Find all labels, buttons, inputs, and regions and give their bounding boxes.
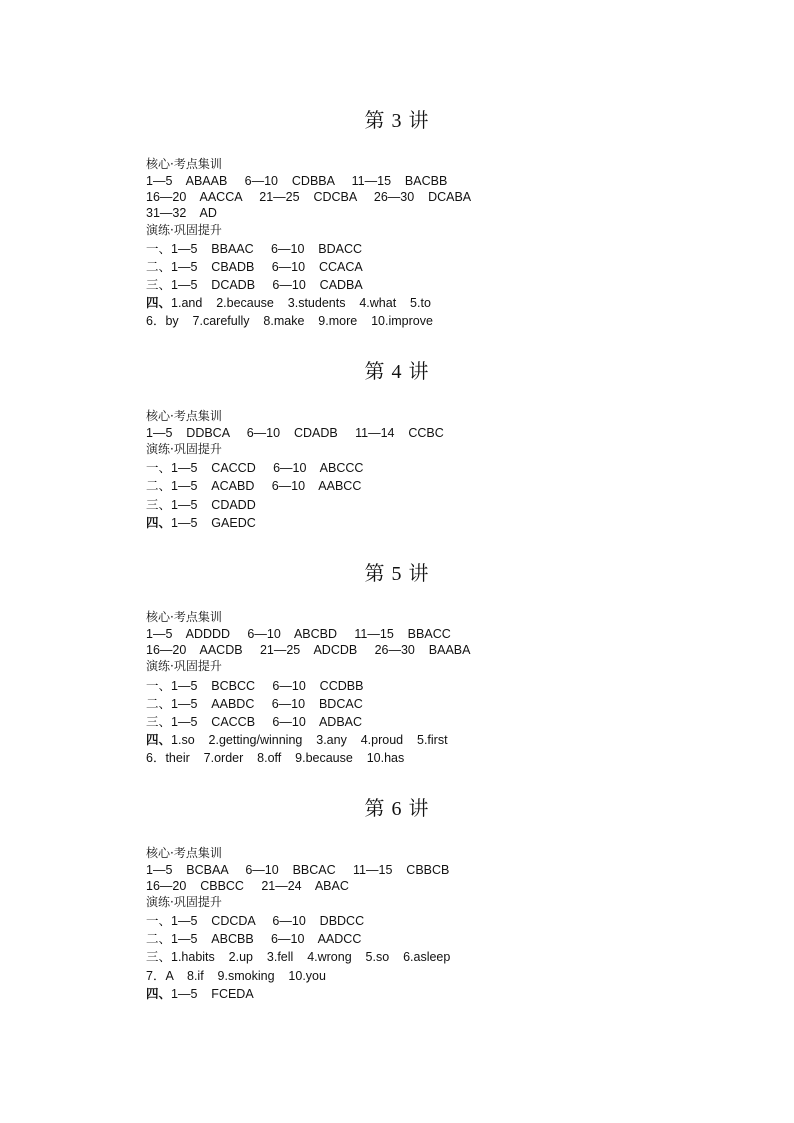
answer-line: 16—20 CBBCC 21—24 ABAC [146, 879, 349, 893]
heading-practice: 演练·巩固提升 [146, 659, 222, 673]
heading-core-training: 核心·考点集训 [146, 610, 222, 624]
answer-line: 7．A 8.if 9.smoking 10.you [146, 969, 326, 983]
part-four-label: 四、 [146, 296, 172, 310]
answer-line: 16—20 AACCA 21—25 CDCBA 26—30 DCABA [146, 190, 472, 204]
answer-line: 二、1—5 AABDC 6—10 BDCAC [146, 697, 363, 711]
answer-line: 1—5 ADDDD 6—10 ABCBD 11—15 BBACC [146, 627, 451, 641]
answer-line: 三、1—5 CACCB 6—10 ADBAC [146, 715, 363, 729]
part-four-label: 四、 [146, 516, 172, 530]
answer-line: 四、1—5 GAEDC [146, 516, 256, 530]
answer-line: 一、1—5 BBAAC 6—10 BDACC [146, 242, 363, 256]
heading-core-training: 核心·考点集训 [146, 409, 222, 423]
heading-practice: 演练·巩固提升 [146, 442, 222, 456]
answer-line: 四、1.and 2.because 3.students 4.what 5.to [146, 296, 431, 310]
section-title: 第 3 讲 [364, 110, 430, 132]
answer-line: 一、1—5 BCBCC 6—10 CCDBB [146, 679, 364, 693]
answer-line: 1—5 DDBCA 6—10 CDADB 11—14 CCBC [146, 426, 444, 440]
answer-line: 三、1—5 DCADB 6—10 CADBA [146, 278, 363, 292]
section-title: 第 5 讲 [364, 563, 430, 585]
answer-line: 1—5 ABAAB 6—10 CDBBA 11—15 BACBB [146, 174, 448, 188]
answer-line: 一、1—5 CACCD 6—10 ABCCC [146, 461, 364, 475]
answer-line: 三、1.habits 2.up 3.fell 4.wrong 5.so 6.asleep [146, 950, 451, 964]
heading-core-training: 核心·考点集训 [146, 846, 222, 860]
part-four-label: 四、 [146, 987, 172, 1001]
answer-line: 四、1—5 FCEDA [146, 987, 254, 1001]
answer-line: 6．their 7.order 8.off 9.because 10.has [146, 751, 405, 765]
heading-practice: 演练·巩固提升 [146, 895, 222, 909]
answer-line: 1—5 BCBAA 6—10 BBCAC 11—15 CBBCB [146, 863, 450, 877]
answer-line: 二、1—5 CBADB 6—10 CCACA [146, 260, 363, 274]
section-title: 第 4 讲 [364, 361, 430, 383]
answer-line: 31—32 AD [146, 206, 217, 220]
answer-line: 四、1.so 2.getting/winning 3.any 4.proud 5.first [146, 733, 448, 747]
heading-practice: 演练·巩固提升 [146, 223, 222, 237]
part-four-label: 四、 [146, 733, 172, 747]
answer-line: 16—20 AACDB 21—25 ADCDB 26—30 BAABA [146, 643, 471, 657]
answer-line: 一、1—5 CDCDA 6—10 DBDCC [146, 914, 365, 928]
answer-line: 三、1—5 CDADD [146, 498, 256, 512]
section-title: 第 6 讲 [364, 798, 430, 820]
answer-line: 二、1—5 ABCBB 6—10 AADCC [146, 932, 362, 946]
answer-line: 二、1—5 ACABD 6—10 AABCC [146, 479, 362, 493]
heading-core-training: 核心·考点集训 [146, 157, 222, 171]
answer-line: 6．by 7.carefully 8.make 9.more 10.improve [146, 314, 433, 328]
